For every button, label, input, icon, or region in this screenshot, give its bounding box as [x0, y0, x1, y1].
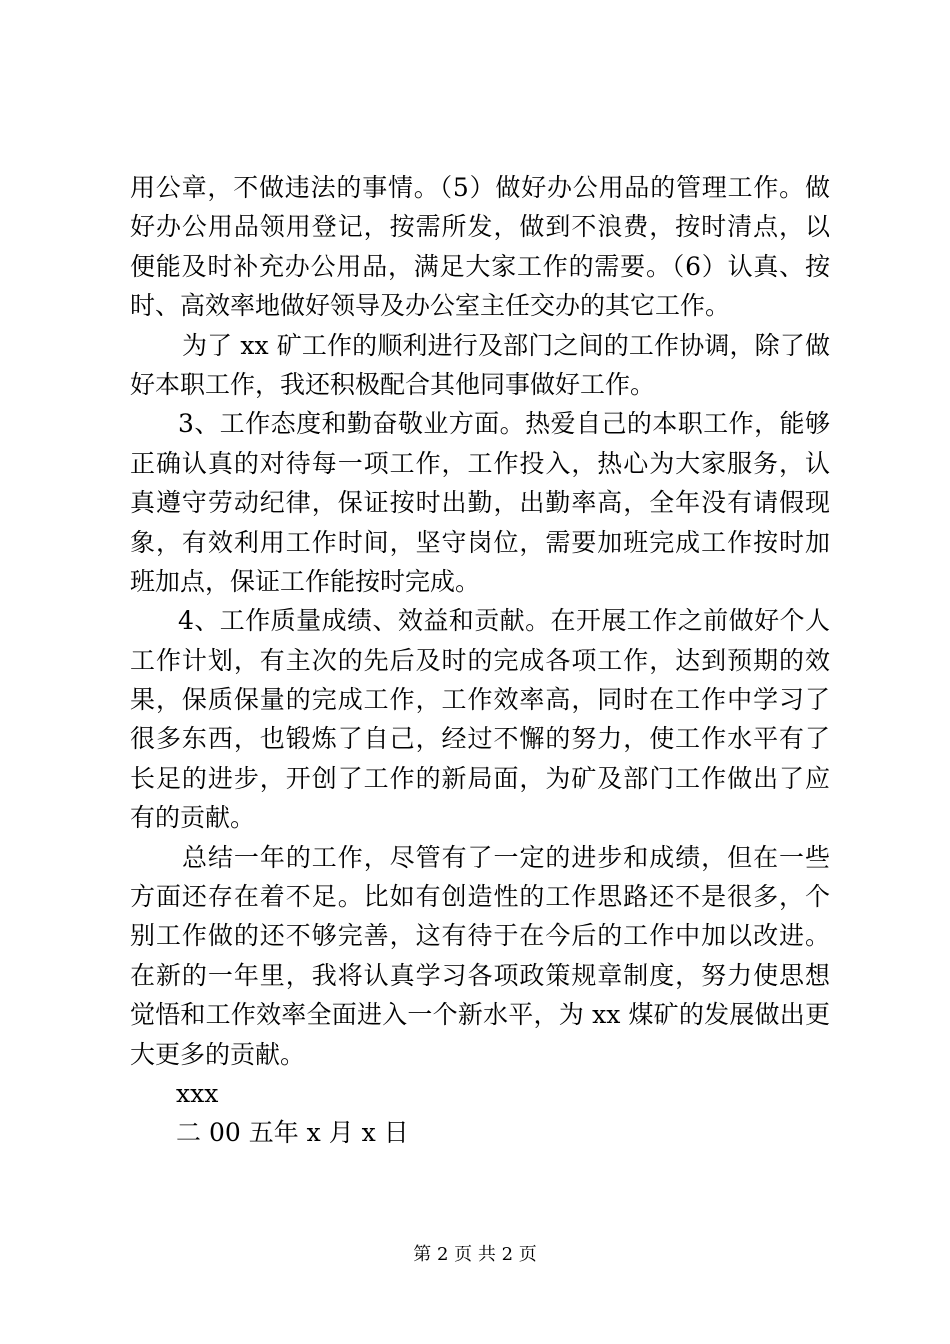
text-line: 长足的进步，开创了工作的新局面，为矿及部门工作做出了应 [130, 763, 830, 793]
text-line: 很多东西，也锻炼了自己，经过不懈的努力，使工作水平有了 [130, 724, 830, 754]
text-line: 便能及时补充办公用品，满足大家工作的需要。（6）认真、按 [130, 251, 830, 281]
text-line: 别工作做的还不够完善，这有待于在今后的工作中加以改进。 [130, 921, 830, 951]
paragraph-start-line: 3、工作态度和勤奋敬业方面。热爱自己的本职工作，能够 [178, 409, 830, 439]
text-line: 工作计划，有主次的先后及时的完成各项工作，达到预期的效 [130, 645, 830, 675]
text-line: 大更多的贡献。 [130, 1039, 306, 1069]
text-line: 班加点，保证工作能按时完成。 [130, 566, 481, 596]
paragraph-start-line: 4、工作质量成绩、效益和贡献。在开展工作之前做好个人 [178, 606, 830, 636]
paragraph-start-line: 为了 xx 矿工作的顺利进行及部门之间的工作协调，除了做 [182, 330, 830, 360]
signature-name: xxx [176, 1078, 219, 1108]
page-number-footer: 第 2 页 共 2 页 [413, 1244, 537, 1265]
text-line: 真遵守劳动纪律，保证按时出勤，出勤率高，全年没有请假现 [130, 488, 830, 518]
text-line: 用公章，不做违法的事情。（5）做好办公用品的管理工作。做 [130, 173, 830, 202]
text-line: 有的贡献。 [130, 803, 256, 833]
text-line: 象，有效利用工作时间，坚守岗位，需要加班完成工作按时加 [130, 527, 830, 557]
text-line: 觉悟和工作效率全面进入一个新水平，为 xx 煤矿的发展做出更 [130, 1000, 830, 1030]
text-line: 果，保质保量的完成工作，工作效率高，同时在工作中学习了 [130, 685, 830, 715]
text-line: 好办公用品领用登记，按需所发，做到不浪费，按时清点，以 [130, 212, 830, 242]
document-body [130, 168, 830, 1153]
signature-date: 二 00 五年 x 月 x 日 [176, 1118, 409, 1148]
paragraph-start-line: 总结一年的工作，尽管有了一定的进步和成绩，但在一些 [182, 842, 830, 872]
text-line: 正确认真的对待每一项工作，工作投入，热心为大家服务，认 [130, 448, 830, 478]
text-line: 好本职工作，我还积极配合其他同事做好工作。 [130, 369, 656, 399]
text-line: 在新的一年里，我将认真学习各项政策规章制度，努力使思想 [130, 960, 830, 990]
text-line: 方面还存在着不足。比如有创造性的工作思路还不是很多，个 [130, 882, 830, 912]
text-line: 时、高效率地做好领导及办公室主任交办的其它工作。 [130, 291, 731, 321]
